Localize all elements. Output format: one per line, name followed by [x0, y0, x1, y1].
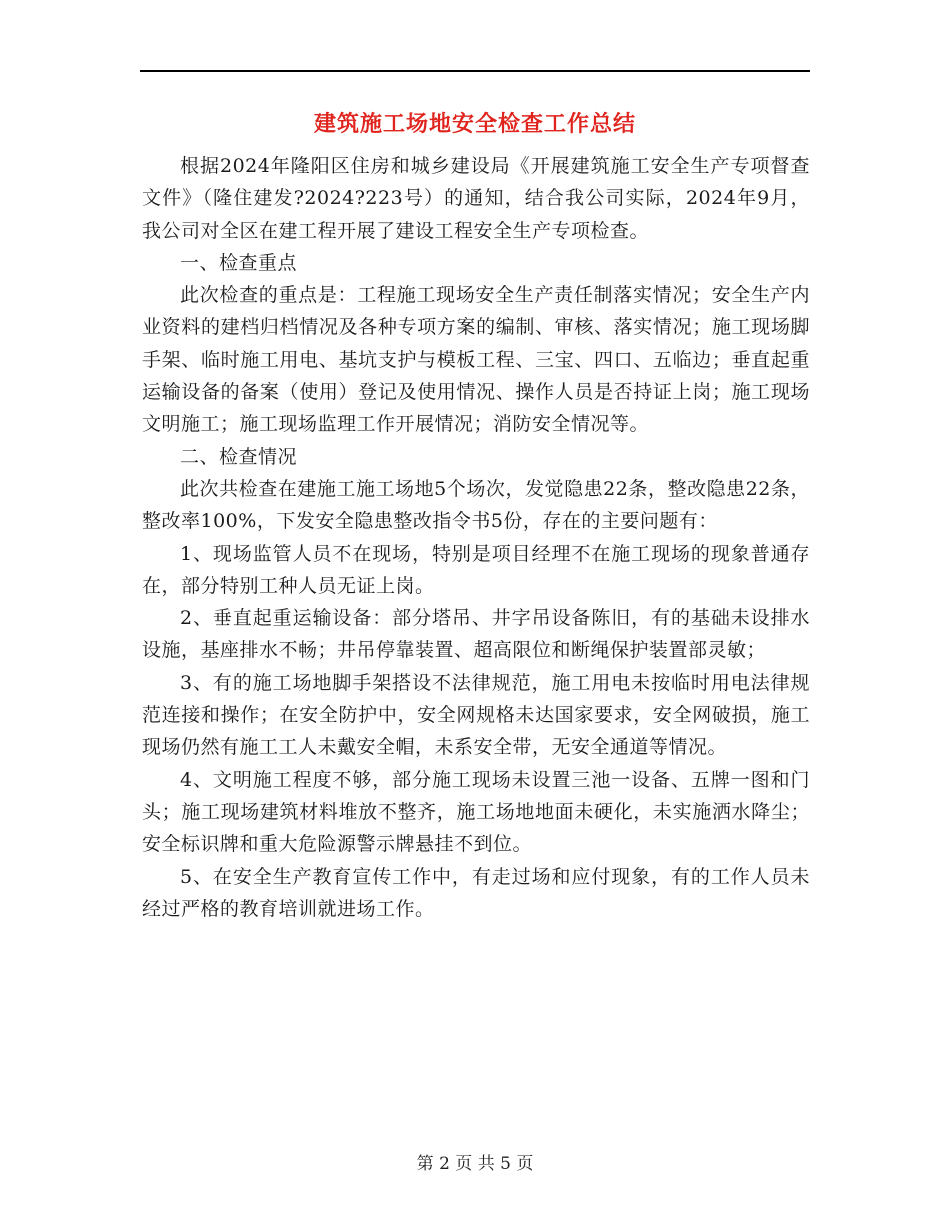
- header-rule: [140, 70, 810, 72]
- issue-item-4: 4、文明施工程度不够，部分施工现场未设置三池一设备、五牌一图和门头；施工现场建筑材料堆放不整齐，施工场地地面未硬化，未实施洒水降尘；安全标识牌和重大危险源警示牌悬挂不到位。: [142, 768, 810, 856]
- issue-item-3: 3、有的施工场地脚手架搭设不法律规范，施工用电未按临时用电法律规范连接和操作；在安全防护中，安全网规格未达国家要求，安全网破损，施工现场仍然有施工工人未戴安全帽，未系安全带，无安全通道等情况。: [142, 671, 810, 759]
- issue-item-2: 2、垂直起重运输设备：部分塔吊、井字吊设备陈旧，有的基础未设排水设施，基座排水不畅；井吊停靠装置、超高限位和断绳保护装置部灵敏；: [142, 607, 810, 662]
- inspection-focus-paragraph: 此次检查的重点是：工程施工现场安全生产责任制落实情况；安全生产内业资料的建档归档情况及各种专项方案的编制、审核、落实情况；施工现场脚手架、临时施工用电、基坑支护与模板工程、三宝、四口、五临边；垂直起重运输设备的备案（使用）登记及使用情况、操作人员是否持证上岗；施工现场文明施工；施工现场监理工作开展情况；消防安全情况等。: [142, 284, 810, 436]
- section-heading-inspection-focus: 一、检查重点: [180, 251, 298, 274]
- intro-paragraph: 根据2024年隆阳区住房和城乡建设局《开展建筑施工安全生产专项督查文件》（隆住建发?2024?223号）的通知，结合我公司实际，2024年9月，我公司对全区在建工程开展了建设工程安全生产专项检查。: [142, 155, 810, 242]
- page-footer: 第 2 页 共 5 页: [416, 1154, 534, 1174]
- section-heading-inspection-status: 二、检查情况: [180, 445, 298, 468]
- issue-item-1: 1、现场监管人员不在现场，特别是项目经理不在施工现场的现象普通存在，部分特别工种人员无证上岗。: [142, 542, 810, 597]
- inspection-status-paragraph: 此次共检查在建施工施工场地5个场次，发觉隐患22条，整改隐患22条，整改率100%，下发安全隐患整改指令书5份，存在的主要问题有：: [142, 477, 810, 533]
- issue-item-5: 5、在安全生产教育宣传工作中，有走过场和应付现象，有的工作人员未经过严格的教育培训就进场工作。: [142, 865, 810, 920]
- document-body: [142, 150, 810, 925]
- document-title: 建筑施工场地安全检查工作总结: [313, 112, 636, 137]
